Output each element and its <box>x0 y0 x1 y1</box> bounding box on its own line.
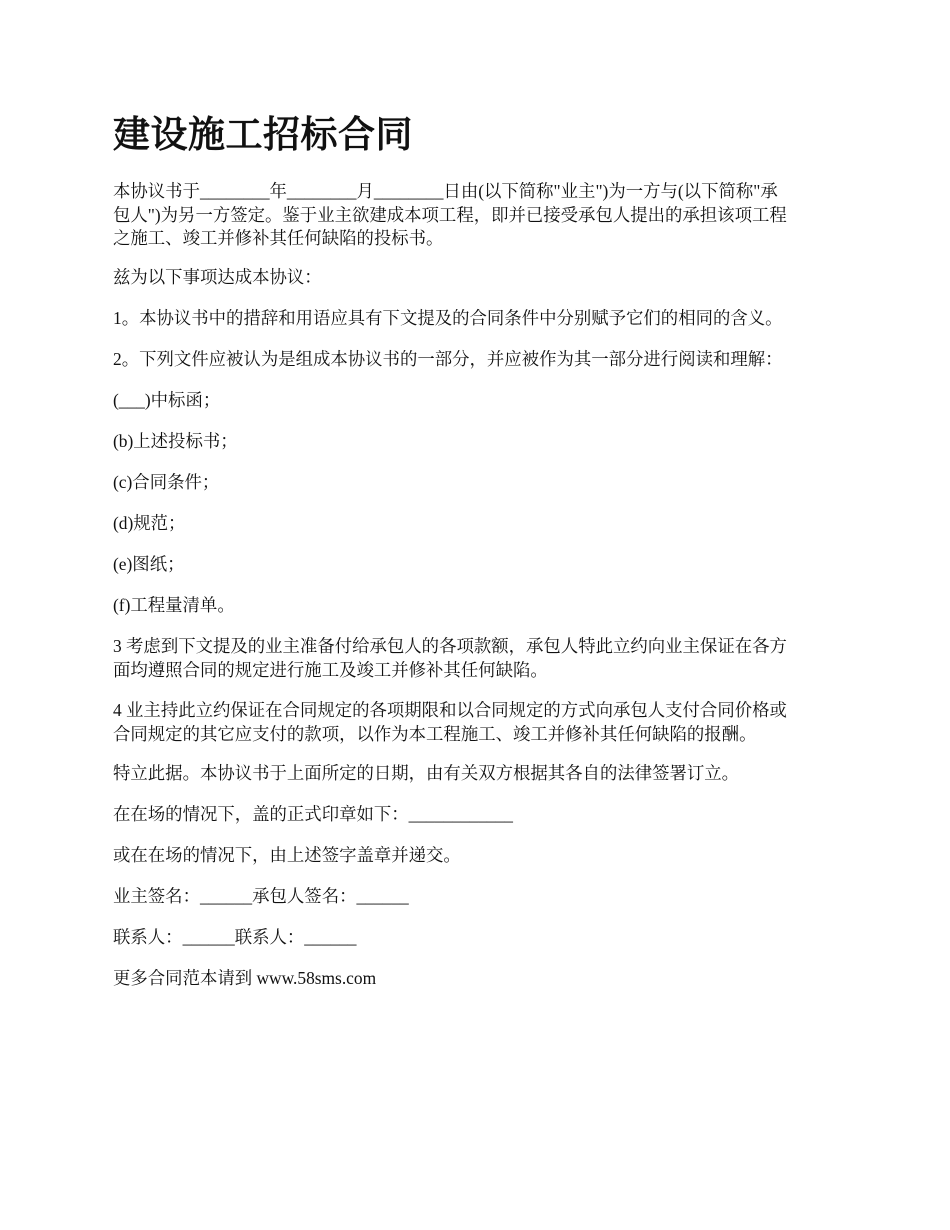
footer-note: 更多合同范本请到 www.58sms.com <box>113 968 377 988</box>
intro-line: 之施工、竣工并修补其任何缺陷的投标书。 <box>113 228 444 248</box>
delivery-statement: 或在在场的情况下，由上述签字盖章并递交。 <box>113 845 461 865</box>
clause-2: 2。下列文件应被认为是组成本协议书的一部分，并应被作为其一部分进行阅读和理解： <box>113 349 783 369</box>
intro-line: 包人")为另一方签定。鉴于业主欲建成本项工程，即并已接受承包人提出的承担该项工程 <box>113 204 787 225</box>
document-list-item: (c)合同条件； <box>113 472 220 492</box>
document-title: 建设施工招标合同 <box>113 115 413 156</box>
clause-3-line: 面均遵照合同的规定进行施工及竣工并修补其任何缺陷。 <box>113 659 548 680</box>
agreement-lead: 兹为以下事项达成本协议： <box>113 267 322 287</box>
intro-line: 本协议书于________年________月________日由(以下简称"业主")为一方与(以下简称"承 <box>113 181 778 201</box>
document-list-item: (f)工程量清单。 <box>113 595 235 615</box>
document-list-item: (e)图纸； <box>113 554 185 574</box>
clause-4-line: 合同规定的其它应支付的款项，以作为本工程施工、竣工并修补其任何缺陷的报酬。 <box>113 723 757 744</box>
document-list-item: (b)上述投标书； <box>113 431 238 451</box>
clause-4 <box>113 699 838 746</box>
contact-line: 联系人：______联系人：______ <box>113 927 357 947</box>
clause-1: 1。本协议书中的措辞和用语应具有下文提及的合同条件中分别赋予它们的相同的含义。 <box>113 308 783 328</box>
document-list-item: (___)中标函； <box>113 390 221 410</box>
signature-line: 业主签名：______承包人签名：______ <box>113 886 409 906</box>
seal-line: 在在场的情况下，盖的正式印章如下：____________ <box>113 804 513 824</box>
clause-4-line: 4 业主持此立约保证在合同规定的各项期限和以合同规定的方式向承包人支付合同价格或 <box>113 700 787 720</box>
witness-statement: 特立此据。本协议书于上面所定的日期，由有关双方根据其各自的法律签署订立。 <box>113 763 740 783</box>
document-list-item: (d)规范； <box>113 513 186 533</box>
clause-3 <box>113 635 838 682</box>
clause-3-line: 3 考虑到下文提及的业主准备付给承包人的各项款额，承包人特此立约向业主保证在各方 <box>113 636 787 656</box>
intro-paragraph <box>113 180 838 251</box>
